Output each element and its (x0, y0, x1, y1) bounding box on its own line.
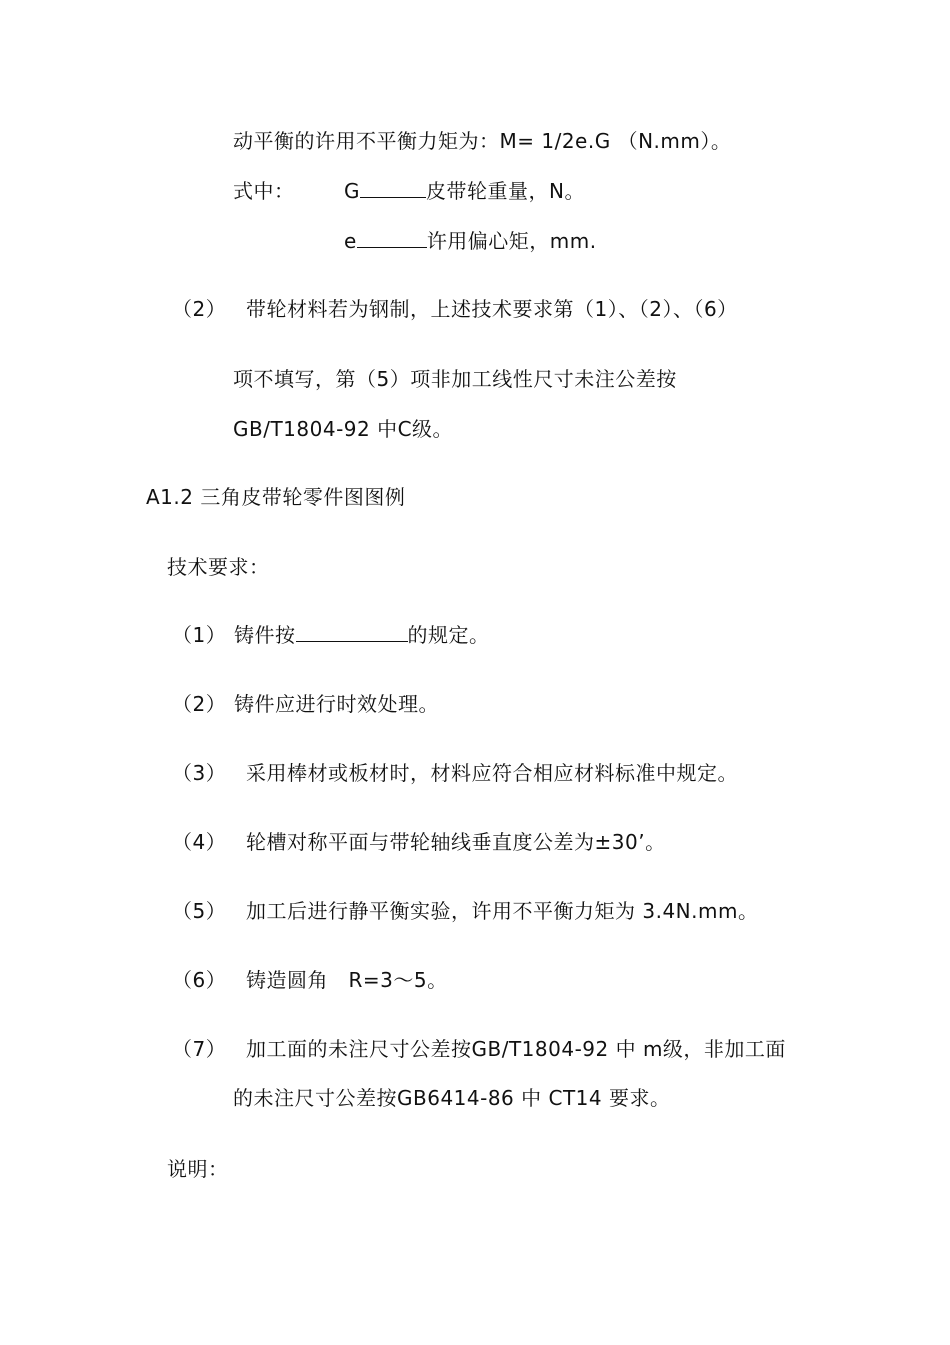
requirement-7-continuation: 的未注尺寸公差按GB6414-86 中 CT14 要求。 (233, 1086, 671, 1110)
requirement-6-text: 铸造圆角 R=3～5。 (246, 968, 448, 992)
requirement-6 (172, 967, 448, 993)
note-2-continuation-2: GB/T1804-92 中C级。 (233, 417, 454, 441)
requirement-5 (172, 898, 758, 924)
requirement-1-text-a: 铸件按 (234, 623, 296, 647)
requirement-2-text: 铸件应进行时效处理。 (234, 692, 439, 716)
requirement-1-text-b: 的规定。 (407, 623, 490, 647)
note-2-continuation: 项不填写，第（5）项非加工线性尺寸未注公差按 (233, 367, 677, 391)
requirement-4-text: 轮槽对称平面与带轮轴线垂直度公差为±30’。 (246, 830, 666, 854)
requirement-7-text: 加工面的未注尺寸公差按GB/T1804-92 中 m级，非加工面 (246, 1037, 786, 1061)
requirement-2-number: （2） (172, 692, 227, 716)
note-2-line (172, 296, 738, 322)
requirement-7-number: （7） (172, 1037, 227, 1061)
legend-e-var: e (344, 229, 357, 253)
requirement-3-text: 采用棒材或板材时，材料应符合相应材料标准中规定。 (246, 761, 738, 785)
note-2-text: 带轮材料若为钢制，上述技术要求第（1）、（2）、（6） (246, 297, 738, 321)
legend-e-text: 许用偏心矩，mm. (426, 229, 597, 253)
note-2-number: （2） (172, 297, 227, 321)
requirement-3 (172, 760, 738, 786)
legend-g-label (233, 178, 295, 204)
legend-g-line (344, 178, 585, 204)
requirement-1-number: （1） (172, 623, 227, 647)
legend-g-text: 皮带轮重量，N。 (426, 179, 585, 203)
requirement-6-number: （6） (172, 968, 227, 992)
requirement-2 (172, 691, 439, 717)
requirement-5-number: （5） (172, 899, 227, 923)
tech-requirements-heading: 技术要求： (167, 555, 270, 579)
requirement-4 (172, 829, 666, 855)
requirement-1-blank (296, 623, 408, 642)
legend-e-underline (357, 229, 427, 248)
balance-moment-formula: 动平衡的许用不平衡力矩为：M= 1/2e.G （N.mm）。 (233, 129, 732, 153)
requirement-3-number: （3） (172, 761, 227, 785)
section-heading: A1.2 三角皮带轮零件图图例 (146, 485, 406, 509)
legend-intro: 式中： (233, 179, 295, 203)
legend-g-var: G (344, 179, 360, 203)
requirement-4-number: （4） (172, 830, 227, 854)
legend-g-underline (360, 179, 426, 198)
explanation-heading: 说明： (167, 1157, 229, 1181)
requirement-5-text: 加工后进行静平衡实验，许用不平衡力矩为 3.4N.mm。 (246, 899, 759, 923)
legend-e-line (344, 228, 597, 254)
requirement-7 (172, 1036, 786, 1062)
requirement-1 (172, 622, 490, 648)
